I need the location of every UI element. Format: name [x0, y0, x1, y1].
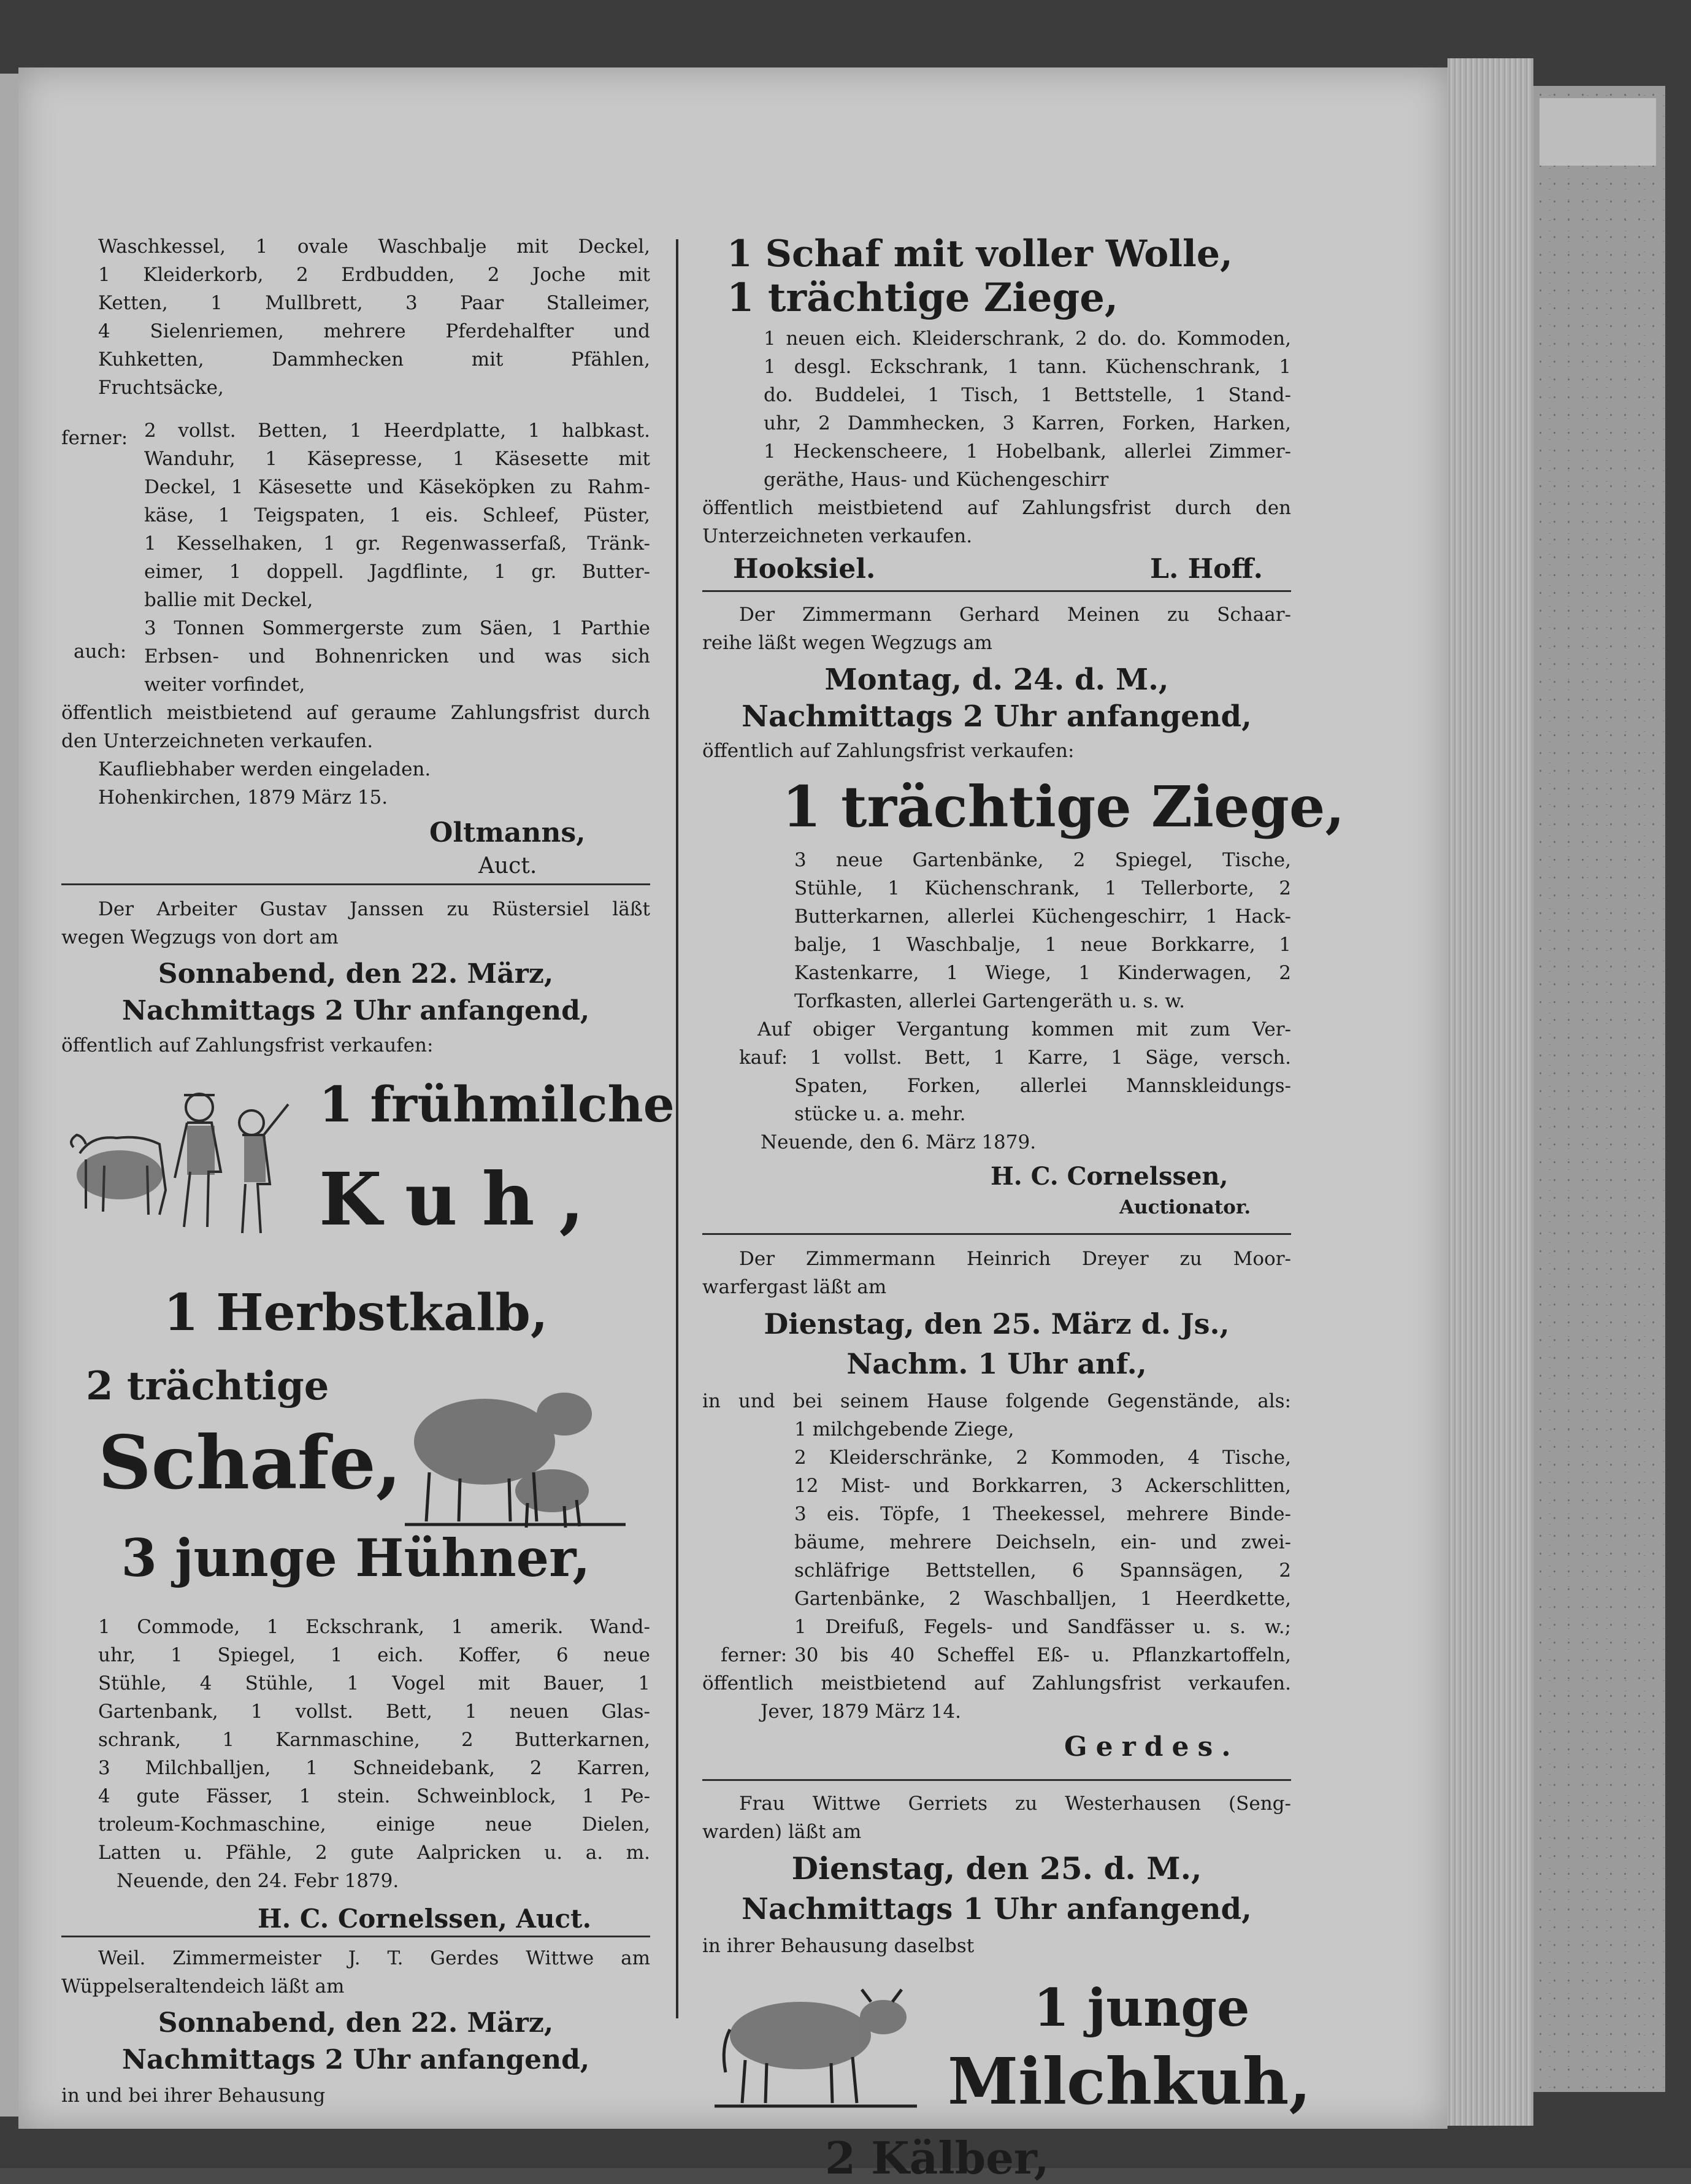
ad-line: 1 Commode, 1 Eckschrank, 1 amerik. Wand- [98, 1616, 650, 1638]
ad-line: Kastenkarre, 1 Wiege, 1 Kinderwagen, 2 [794, 962, 1291, 984]
ad-line: käse, 1 Teigspaten, 1 eis. Schleef, Püster, [144, 504, 650, 526]
ad-line: Auf obiger Vergantung kommen mit zum Ver- [757, 1018, 1291, 1040]
ad-line: 3 Milchballjen, 1 Schneidebank, 2 Karren, [98, 1757, 650, 1779]
ad-line: 1 Kleiderkorb, 2 Erdbudden, 2 Joche mit [98, 264, 650, 286]
ad-place-date: Jever, 1879 März 14. [761, 1701, 962, 1723]
ad-item-headline: 2 Kälber, [825, 2132, 1049, 2184]
ad-line: öffentlich meistbietend auf Zahlungsfrist verkaufen. [702, 1672, 1291, 1694]
ad-line: in und bei seinem Hause folgende Gegenstände, als: [702, 1390, 1291, 1412]
cow-illustration [715, 1974, 917, 2115]
ad-date: Dienstag, den 25. d. M., [791, 1850, 1202, 1886]
ad-line: 1 milchgebende Ziege, [794, 1418, 1014, 1440]
ad-line: 30 bis 40 Scheffel Eß- u. Pflanzkartoffeln, [794, 1644, 1291, 1666]
ad-item-headline: Kuh, [319, 1156, 609, 1242]
ad-line: öffentlich auf Zahlungsfrist verkaufen: [61, 1034, 434, 1056]
ad-line: öffentlich meistbietend auf geraume Zahlungsfrist durch [61, 702, 650, 724]
ad-line: 12 Mist- und Borkkarren, 3 Ackerschlitten, [794, 1475, 1291, 1497]
ad-line: 4 gute Fässer, 1 stein. Schweinblock, 1 Pe- [98, 1785, 650, 1807]
auch-label: auch: [74, 640, 127, 663]
ad-line: Stühle, 4 Stühle, 1 Vogel mit Bauer, 1 [98, 1672, 650, 1694]
ad-line: 3 eis. Töpfe, 1 Theekessel, mehrere Binde- [794, 1503, 1291, 1525]
ad-line: Stühle, 1 Küchenschrank, 1 Tellerborte, 2 [794, 877, 1291, 899]
ad-line: Hohenkirchen, 1879 März 15. [98, 786, 388, 809]
ad-separator [702, 590, 1291, 592]
ad-date: Montag, d. 24. d. M., [824, 663, 1169, 697]
ad-item-headline: 3 junge Hühner, [121, 1528, 591, 1588]
ad-separator [702, 1779, 1291, 1781]
ad-line: bäume, mehrere Deichseln, ein- und zwei- [794, 1531, 1291, 1553]
ad-line: 3 neue Gartenbänke, 2 Spiegel, Tische, [794, 849, 1291, 871]
ad-line: den Unterzeichneten verkaufen. [61, 730, 374, 752]
ad-item-headline: 1 frühmilche [319, 1075, 675, 1133]
ad-line: Butterkarnen, allerlei Küchengeschirr, 1 Hack- [794, 906, 1291, 928]
ferner-label: ferner: [721, 1644, 788, 1666]
ad-line: Fruchtsäcke, [98, 377, 224, 399]
ad-signature: Gerdes. [1064, 1731, 1240, 1763]
ad-line: Der Zimmermann Gerhard Meinen zu Schaar- [739, 604, 1291, 626]
ad-line: eimer, 1 doppell. Jagdflinte, 1 gr. Butter- [144, 561, 650, 583]
ferner-label: ferner: [61, 427, 128, 449]
newspaper-page [18, 67, 1448, 2184]
ad-line: troleum-Kochmaschine, einige neue Dielen, [98, 1813, 650, 1836]
ad-item-headline: 1 Herbstkalb, [163, 1283, 548, 1342]
ad-line: ballie mit Deckel, [144, 589, 313, 611]
ad-line: Kaufliebhaber werden eingeladen. [98, 758, 431, 780]
ad-line: balje, 1 Waschbalje, 1 neue Borkkarre, 1 [794, 934, 1291, 956]
ad-line: Weil. Zimmermeister J. T. Gerdes Wittwe am [98, 1947, 650, 1969]
ad-line: Der Zimmermann Heinrich Dreyer zu Moor- [739, 1248, 1291, 1270]
ad-time: Nachmittags 2 Uhr anfangend, [742, 699, 1252, 734]
ad-separator [61, 883, 650, 885]
ad-line: 2 Kleiderschränke, 2 Kommoden, 4 Tische, [794, 1447, 1291, 1469]
facing-page-edge [0, 74, 20, 2117]
ad-separator [702, 1233, 1291, 1235]
book-page-edges [1448, 58, 1533, 2126]
ad-place: Hooksiel. [733, 553, 876, 585]
book-cover-label-area [1540, 98, 1656, 166]
ad-line: Erbsen- und Bohnenricken und was sich [144, 645, 650, 667]
ad-line: geräthe, Haus- und Küchengeschirr [764, 469, 1109, 491]
ad-line: 1 neuen eich. Kleiderschrank, 2 do. do. Kommoden, [764, 328, 1291, 350]
ad-line: öffentlich meistbietend auf Zahlungsfrist durch den [702, 497, 1291, 519]
ad-line: Ketten, 1 Mullbrett, 3 Paar Stalleimer, [98, 292, 650, 314]
ad-line: 1 Kesselhaken, 1 gr. Regenwasserfaß, Tränk- [144, 533, 650, 555]
column-divider [676, 239, 678, 2018]
ad-line: schläfrige Bettstellen, 6 Spannsägen, 2 [794, 1559, 1291, 1582]
ad-line: Latten u. Pfähle, 2 gute Aalpricken u. a. m. [98, 1842, 650, 1864]
ad-line: Waschkessel, 1 ovale Waschbalje mit Deckel, [98, 236, 650, 258]
ad-date: Dienstag, den 25. März d. Js., [764, 1307, 1230, 1340]
ad-line: Wanduhr, 1 Käsepresse, 1 Käsesette mit [144, 448, 650, 470]
ad-signature: H. C. Cornelssen, [991, 1162, 1229, 1191]
ad-line: Frau Wittwe Gerriets zu Westerhausen (Seng- [739, 1793, 1291, 1815]
ad-line: Spaten, Forken, allerlei Mannskleidungs- [794, 1075, 1291, 1097]
ad-date: Sonnabend, den 22. März, [158, 2007, 554, 2039]
ad-line: Torfkasten, allerlei Gartengeräth u. s. w. [794, 990, 1185, 1012]
ad-time: Nachm. 1 Uhr anf., [846, 1347, 1147, 1380]
ad-line: 4 Sielenriemen, mehrere Pferdehalfter und [98, 320, 650, 342]
ad-date: Sonnabend, den 22. März, [158, 958, 554, 990]
ad-item-headline: 1 junge [1033, 1977, 1250, 2038]
ad-line: Der Arbeiter Gustav Janssen zu Rüstersiel läßt [98, 898, 650, 920]
ad-line: 1 Dreifuß, Fegels- und Sandfässer u. s. w.; [794, 1616, 1291, 1638]
ad-line: Gartenbänke, 2 Waschballjen, 1 Heerdkette, [794, 1588, 1291, 1610]
ad-line: öffentlich auf Zahlungsfrist verkaufen: [702, 740, 1075, 762]
ad-line: Gartenbank, 1 vollst. Bett, 1 neuen Glas- [98, 1701, 650, 1723]
ad-item-headline: 1 trächtige Ziege, [727, 275, 1119, 321]
ad-time: Nachmittags 2 Uhr anfangend, [121, 995, 590, 1026]
ad-line: in ihrer Behausung daselbst [702, 1935, 975, 1957]
ad-line: Wüppelseraltendeich läßt am [61, 1975, 345, 1998]
ad-time: Nachmittags 1 Uhr anfangend, [742, 1892, 1252, 1926]
ad-item-headline: 2 trächtige [86, 1363, 329, 1409]
ad-line: 2 vollst. Betten, 1 Heerdplatte, 1 halbkast. [144, 420, 650, 442]
ad-signature: H. C. Cornelssen, Auct. [258, 1904, 592, 1934]
ad-item-headline: 1 Schaf mit voller Wolle, [727, 233, 1233, 275]
ad-line: warden) läßt am [702, 1821, 862, 1843]
ad-signature-title: Auct. [478, 853, 537, 879]
ad-line: warfergast läßt am [702, 1276, 887, 1298]
ad-line: do. Buddelei, 1 Tisch, 1 Bettstelle, 1 Stand- [764, 384, 1291, 406]
ad-line: schrank, 1 Karnmaschine, 2 Butterkarnen, [98, 1729, 650, 1751]
ad-line: uhr, 2 Dammhecken, 3 Karren, Forken, Harken, [764, 412, 1291, 434]
ad-line: kauf: 1 vollst. Bett, 1 Karre, 1 Säge, versch. [739, 1047, 1291, 1069]
ad-place-date: Neuende, den 24. Febr 1879. [117, 1870, 399, 1892]
ad-line: Kuhketten, Dammhecken mit Pfählen, [98, 348, 650, 371]
ad-item-headline: Schafe, [98, 1420, 402, 1506]
ad-time: Nachmittags 2 Uhr anfangend, [121, 2044, 590, 2075]
ad-place-date: Neuende, den 6. März 1879. [761, 1131, 1037, 1153]
ad-item-headline: Milchkuh, [948, 2044, 1311, 2119]
farmers-with-cow-illustration [67, 1067, 313, 1252]
ad-line: 3 Tonnen Sommergerste zum Säen, 1 Parthie [144, 617, 650, 639]
ad-signature: L. Hoff. [1150, 553, 1263, 585]
ad-line: in und bei ihrer Behausung [61, 2085, 326, 2107]
ad-signature: Oltmanns, [429, 817, 586, 848]
ad-line: wegen Wegzugs von dort am [61, 926, 339, 948]
ad-line: 1 Heckenscheere, 1 Hobelbank, allerlei Zimmer- [764, 440, 1291, 463]
sheep-with-lamb-illustration [405, 1368, 626, 1534]
ad-line: weiter vorfindet, [144, 674, 305, 696]
ad-line: reihe läßt wegen Wegzugs am [702, 632, 992, 654]
ad-line: Unterzeichneten verkaufen. [702, 525, 973, 547]
ad-item-headline: 1 trächtige Ziege, [782, 774, 1345, 840]
ad-line: Deckel, 1 Käsesette und Käseköpken zu Rahm- [144, 476, 650, 498]
ad-line: uhr, 1 Spiegel, 1 eich. Koffer, 6 neue [98, 1644, 650, 1666]
ad-separator [61, 1936, 650, 1937]
book-cover [1533, 86, 1665, 2092]
ad-line: stücke u. a. mehr. [794, 1103, 966, 1125]
ad-line: 1 desgl. Eckschrank, 1 tann. Küchenschrank, 1 [764, 356, 1291, 378]
ad-signature-title: Auctionator. [1119, 1196, 1251, 1218]
